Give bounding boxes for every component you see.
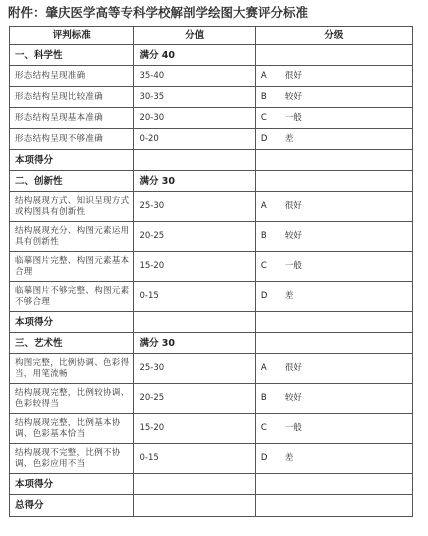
score-range-cell: 20-25 xyxy=(134,222,255,252)
header-grade: 分级 xyxy=(255,27,412,45)
section-name: 三、艺术性 xyxy=(10,333,134,354)
grade-cell xyxy=(255,444,412,474)
grade-text: 很好 xyxy=(284,363,302,373)
grade-cell xyxy=(255,108,412,129)
grade-text: 差 xyxy=(284,133,294,144)
grade-letter: D xyxy=(260,453,268,463)
score-range-cell: 25-30 xyxy=(134,354,255,384)
empty-cell xyxy=(255,150,412,171)
section-row xyxy=(10,171,413,192)
table-row xyxy=(10,87,413,108)
empty-cell xyxy=(255,312,412,333)
grade-cell xyxy=(255,87,412,108)
subtotal-row xyxy=(10,312,413,333)
score-range-cell: 0-15 xyxy=(134,444,255,474)
criterion-cell: 临摹图片不够完整、构图元素不够合理 xyxy=(10,282,134,312)
table-row xyxy=(10,282,413,312)
grade-cell xyxy=(255,192,412,222)
table-row xyxy=(10,192,413,222)
table-row xyxy=(10,354,413,384)
header-criterion: 评判标准 xyxy=(10,27,134,45)
grade-text: 很好 xyxy=(284,70,302,81)
grade-cell xyxy=(255,252,412,282)
subtotal-score-cell xyxy=(134,150,255,171)
subtotal-label: 本项得分 xyxy=(10,474,134,495)
grade-letter: B xyxy=(260,91,267,102)
section-full-score: 满分 30 xyxy=(134,171,255,192)
subtotal-score-cell xyxy=(134,312,255,333)
grade-letter: C xyxy=(260,423,267,433)
grade-text: 很好 xyxy=(284,201,302,211)
subtotal-row xyxy=(10,474,413,495)
total-score-cell xyxy=(134,495,255,517)
score-range-cell: 20-30 xyxy=(134,108,255,129)
subtotal-score-cell xyxy=(134,474,255,495)
grade-letter: A xyxy=(260,201,267,211)
score-range-cell: 0-20 xyxy=(134,129,255,150)
subtotal-label: 本项得分 xyxy=(10,150,134,171)
subtotal-label: 本项得分 xyxy=(10,312,134,333)
criterion-cell: 临摹图片完整、构图元素基本合理 xyxy=(10,252,134,282)
score-range-cell: 25-30 xyxy=(134,192,255,222)
grade-letter: B xyxy=(260,231,267,241)
criterion-cell: 形态结构呈现不够准确 xyxy=(10,129,134,150)
table-row xyxy=(10,129,413,150)
section-name: 二、创新性 xyxy=(10,171,134,192)
criterion-cell: 形态结构呈现比较准确 xyxy=(10,87,134,108)
table-row xyxy=(10,444,413,474)
criterion-cell: 结构展现方式、知识呈现方式或构图具有创新性 xyxy=(10,192,134,222)
section-full-score: 满分 30 xyxy=(134,333,255,354)
criterion-cell: 结构展现不完整，比例不协调、色彩应用不当 xyxy=(10,444,134,474)
header-score: 分值 xyxy=(134,27,255,45)
score-range-cell: 15-20 xyxy=(134,414,255,444)
table-row xyxy=(10,252,413,282)
empty-cell xyxy=(255,495,412,517)
grade-letter: C xyxy=(260,112,267,123)
empty-cell xyxy=(255,45,412,66)
criterion-cell: 构图完整，比例协调、色彩得当，用笔流畅 xyxy=(10,354,134,384)
grade-letter: B xyxy=(260,393,267,403)
table-row xyxy=(10,414,413,444)
section-row xyxy=(10,333,413,354)
criterion-cell: 结构展现充分、构图元素运用具有创新性 xyxy=(10,222,134,252)
table-row xyxy=(10,384,413,414)
grade-letter: C xyxy=(260,261,267,271)
grade-cell xyxy=(255,282,412,312)
grade-text: 较好 xyxy=(284,231,302,241)
section-row xyxy=(10,45,413,66)
grade-letter: A xyxy=(260,70,267,81)
grade-text: 一般 xyxy=(284,423,302,433)
grade-letter: D xyxy=(260,291,268,301)
grade-letter: A xyxy=(260,363,267,373)
score-range-cell: 35-40 xyxy=(134,66,255,87)
section-name: 一、科学性 xyxy=(10,45,134,66)
criterion-cell: 结构展现完整，比例较协调、色彩较得当 xyxy=(10,384,134,414)
grade-text: 差 xyxy=(284,291,294,301)
grade-cell xyxy=(255,66,412,87)
grade-text: 一般 xyxy=(284,261,302,271)
grade-text: 较好 xyxy=(284,393,302,403)
empty-cell xyxy=(255,333,412,354)
grade-letter: D xyxy=(260,133,268,144)
page-title: 附件：肇庆医学高等专科学校解剖学绘图大赛评分标准 xyxy=(8,5,309,20)
table-row xyxy=(10,66,413,87)
table-header-row xyxy=(10,27,413,45)
score-range-cell: 30-35 xyxy=(134,87,255,108)
criterion-cell: 形态结构呈现基本准确 xyxy=(10,108,134,129)
grade-text: 一般 xyxy=(284,112,302,123)
empty-cell xyxy=(255,171,412,192)
grade-cell xyxy=(255,222,412,252)
score-range-cell: 20-25 xyxy=(134,384,255,414)
scoring-table xyxy=(9,26,413,517)
grade-text: 较好 xyxy=(284,91,302,102)
empty-cell xyxy=(255,474,412,495)
table-row xyxy=(10,222,413,252)
grade-cell xyxy=(255,414,412,444)
grade-text: 差 xyxy=(284,453,294,463)
grade-cell xyxy=(255,384,412,414)
criterion-cell: 结构展现完整，比例基本协调、色彩基本恰当 xyxy=(10,414,134,444)
section-full-score: 满分 40 xyxy=(134,45,255,66)
total-row xyxy=(10,495,413,517)
score-range-cell: 0-15 xyxy=(134,282,255,312)
table-row xyxy=(10,108,413,129)
grade-cell xyxy=(255,354,412,384)
score-range-cell: 15-20 xyxy=(134,252,255,282)
grade-cell xyxy=(255,129,412,150)
criterion-cell: 形态结构呈现准确 xyxy=(10,66,134,87)
subtotal-row xyxy=(10,150,413,171)
total-label: 总得分 xyxy=(10,495,134,517)
